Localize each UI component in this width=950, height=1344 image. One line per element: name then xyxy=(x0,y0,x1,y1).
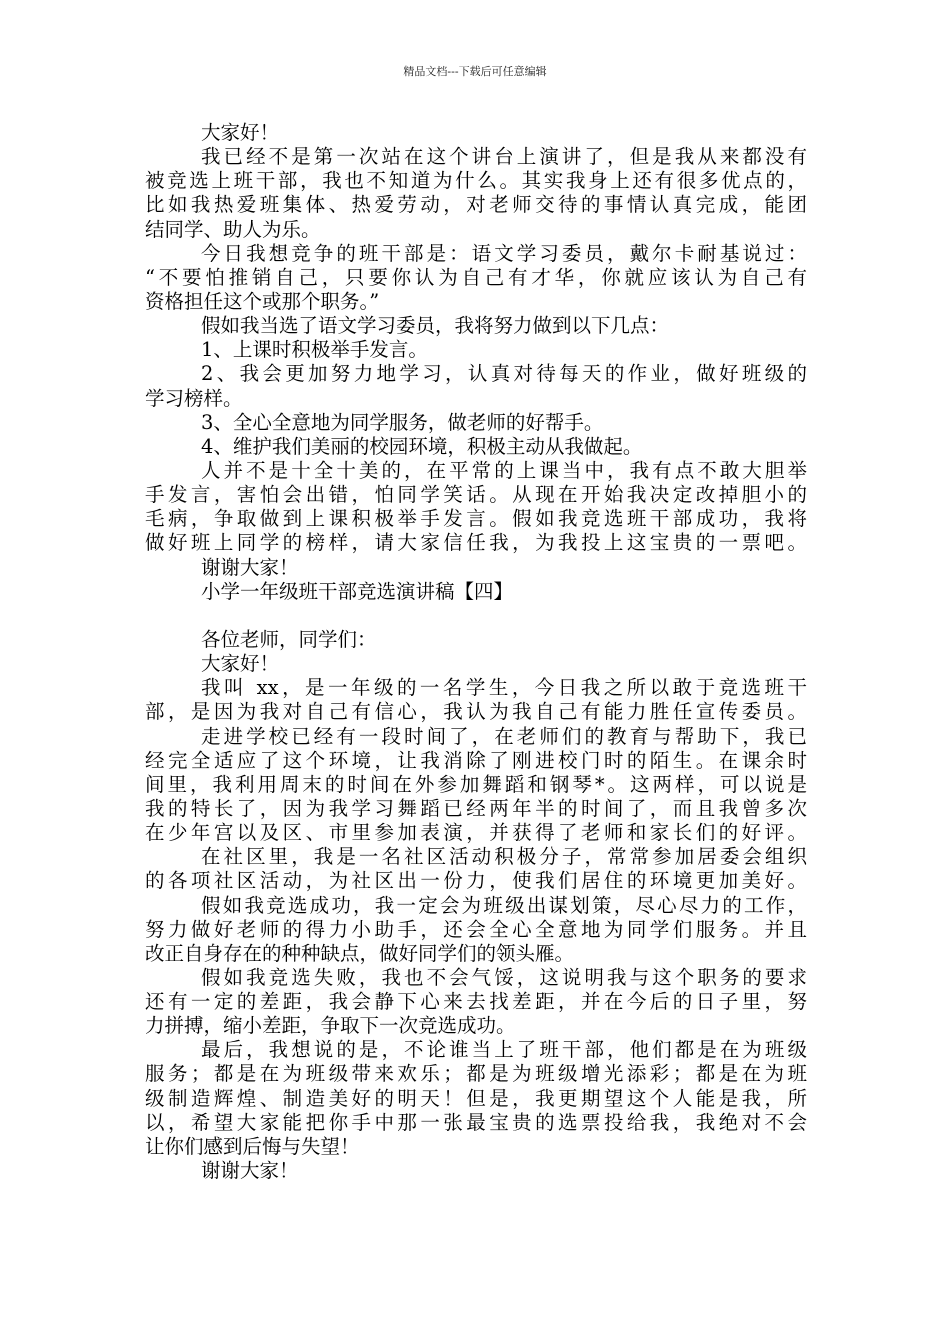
text-line: 大家好！ xyxy=(201,652,280,676)
text-line: 假如我当选了语文学习委员，我将努力做到以下几点： xyxy=(201,314,670,338)
text-line: 在少年宫以及区、市里参加表演，并获得了老师和家长们的好评。 xyxy=(145,821,807,845)
text-line: 的各项社区活动，为社区出一份力，使我们居住的环境更加美好。 xyxy=(145,869,807,893)
text-line: 2、我会更加努力地学习，认真对待每天的作业，做好班级的 xyxy=(201,362,807,386)
text-line: 做好班上同学的榜样，请大家信任我，为我投上这宝贵的一票吧。 xyxy=(145,531,807,555)
text-line: 在社区里，我是一名社区活动积极分子，常常参加居委会组织 xyxy=(201,845,807,869)
text-line: 1、上课时积极举手发言。 xyxy=(201,338,428,362)
text-line: 资格担任这个或那个职务。” xyxy=(145,289,380,313)
text-line: 被竞选上班干部，我也不知道为什么。其实我身上还有很多优点的， xyxy=(145,169,807,193)
text-line: 毛病，争取做到上课积极举手发言。假如我竞选班干部成功，我将 xyxy=(145,507,807,531)
text-line: 力拼搏，缩小差距，争取下一次竞选成功。 xyxy=(145,1014,516,1038)
text-line: 最后，我想说的是，不论谁当上了班干部，他们都是在为班级 xyxy=(201,1038,807,1062)
text-line: 改正自身存在的种种缺点，做好同学们的领头雁。 xyxy=(145,941,575,965)
text-line: 我的特长了，因为我学习舞蹈已经两年半的时间了，而且我曾多次 xyxy=(145,796,807,820)
text-line: 努力做好老师的得力小助手，还会全心全意地为同学们服务。并且 xyxy=(145,917,807,941)
page-header: 精品文档---下载后可任意编辑 xyxy=(403,65,547,78)
text-line: 大家好！ xyxy=(201,121,280,144)
text-line: 3、全心全意地为同学服务，做老师的好帮手。 xyxy=(201,410,604,434)
text-line: 谢谢大家！ xyxy=(201,1159,299,1183)
text-line: 间里，我利用周末的时间在外参加舞蹈和钢琴*。这两样，可以说是 xyxy=(145,772,807,796)
text-line: 我叫 xx，是一年级的一名学生，今日我之所以敢于竞选班干 xyxy=(201,676,807,700)
text-line: 假如我竞选成功，我一定会为班级出谋划策，尽心尽力的工作， xyxy=(201,893,807,917)
text-line: 走进学校已经有一段时间了，在老师们的教育与帮助下，我已 xyxy=(201,724,807,748)
text-line: 经完全适应了这个环境，让我消除了刚进校门时的陌生。在课余时 xyxy=(145,748,807,772)
text-line: 今日我想竞争的班干部是：语文学习委员，戴尔卡耐基说过： xyxy=(201,241,807,265)
text-line: 服务；都是在为班级带来欢乐；都是为班级增光添彩；都是在为班 xyxy=(145,1062,807,1086)
text-line: 比如我热爱班集体、热爱劳动，对老师交待的事情认真完成，能团 xyxy=(145,193,807,217)
text-line: 各位老师，同学们： xyxy=(201,627,377,651)
text-line: 学习榜样。 xyxy=(145,386,243,410)
text-line: 级制造辉煌、制造美好的明天！但是，我更期望这个人能是我，所 xyxy=(145,1086,807,1110)
text-line: 部，是因为我对自己有信心，我认为我自己有能力胜任宣传委员。 xyxy=(145,700,807,724)
text-line: 以，希望大家能把你手中那一张最宝贵的选票投给我，我绝对不会 xyxy=(145,1110,807,1134)
text-line: 谢谢大家！ xyxy=(201,555,299,579)
text-line: “不要怕推销自己，只要你认为自己有才华，你就应该认为自己有 xyxy=(145,265,807,289)
blank-line xyxy=(145,604,807,628)
text-line: 4、维护我们美丽的校园环境，积极主动从我做起。 xyxy=(201,434,643,458)
document-body xyxy=(145,121,807,1183)
text-line: 手发言，害怕会出错，怕同学笑话。从现在开始我决定改掉胆小的 xyxy=(145,483,807,507)
text-line: 结同学、助人为乐。 xyxy=(145,217,321,241)
text-line: 让你们感到后悔与失望！ xyxy=(145,1134,360,1158)
text-line: 假如我竞选失败，我也不会气馁，这说明我与这个职务的要求 xyxy=(201,965,807,989)
text-line: 我已经不是第一次站在这个讲台上演讲了，但是我从来都没有 xyxy=(201,145,807,169)
text-line: 人并不是十全十美的，在平常的上课当中，我有点不敢大胆举 xyxy=(201,458,807,482)
text-line: 小学一年级班干部竞选演讲稿【四】 xyxy=(201,579,514,603)
text-line: 还有一定的差距，我会静下心来去找差距，并在今后的日子里，努 xyxy=(145,990,807,1014)
